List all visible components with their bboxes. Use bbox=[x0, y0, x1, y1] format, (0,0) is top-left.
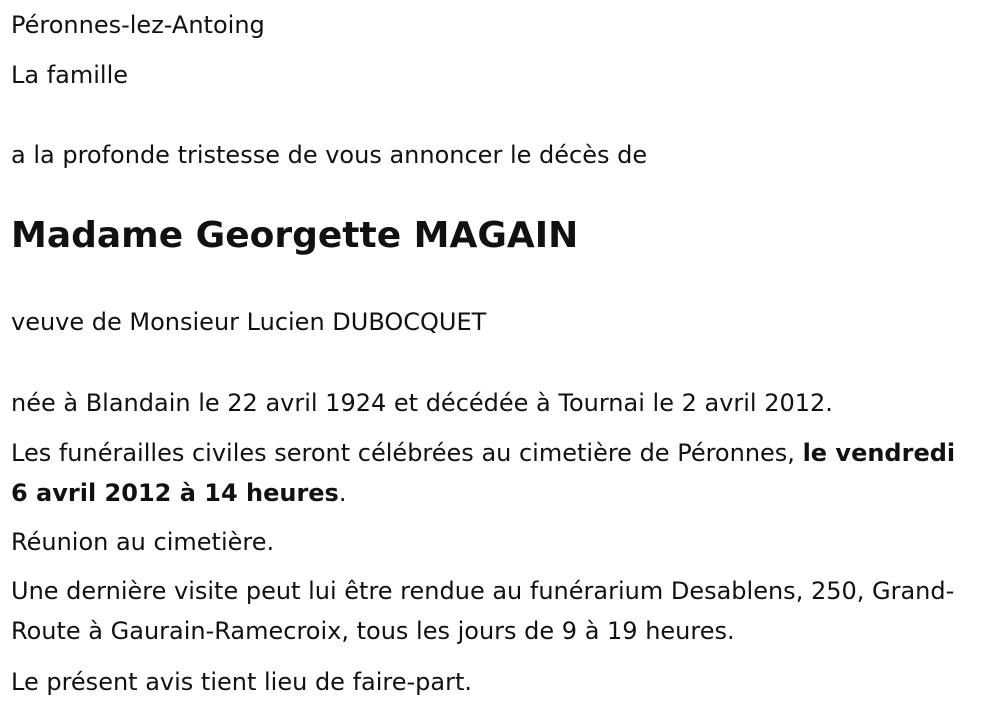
spouse-line: veuve de Monsieur Lucien DUBOCQUET bbox=[11, 308, 487, 336]
deceased-name: Madame Georgette MAGAIN bbox=[11, 215, 579, 256]
visit-paragraph: Une dernière visite peut lui être rendue au funérarium Desablens, 250, Grand-Route à Gaurain-Ramecroix, tous les jours de 9 à 19 heures. bbox=[11, 577, 955, 645]
meeting-line: Réunion au cimetière. bbox=[11, 528, 275, 556]
funeral-date: le vendredi 6 avril 2012 à 14 heures bbox=[11, 439, 956, 507]
location: Péronnes-lez-Antoing bbox=[11, 11, 265, 39]
announcement: a la profonde tristesse de vous annoncer le décès de bbox=[11, 141, 648, 169]
family-line: La famille bbox=[11, 61, 129, 89]
closing-line: Le présent avis tient lieu de faire-part. bbox=[11, 668, 473, 696]
funeral-end: . bbox=[338, 479, 347, 507]
funeral-intro: Les funérailles civiles seront célébrées au cimetière de Péronnes, bbox=[11, 439, 803, 467]
birth-death-line: née à Blandain le 22 avril 1924 et décédée à Tournai le 2 avril 2012. bbox=[11, 389, 833, 417]
funeral-paragraph bbox=[11, 433, 971, 513]
